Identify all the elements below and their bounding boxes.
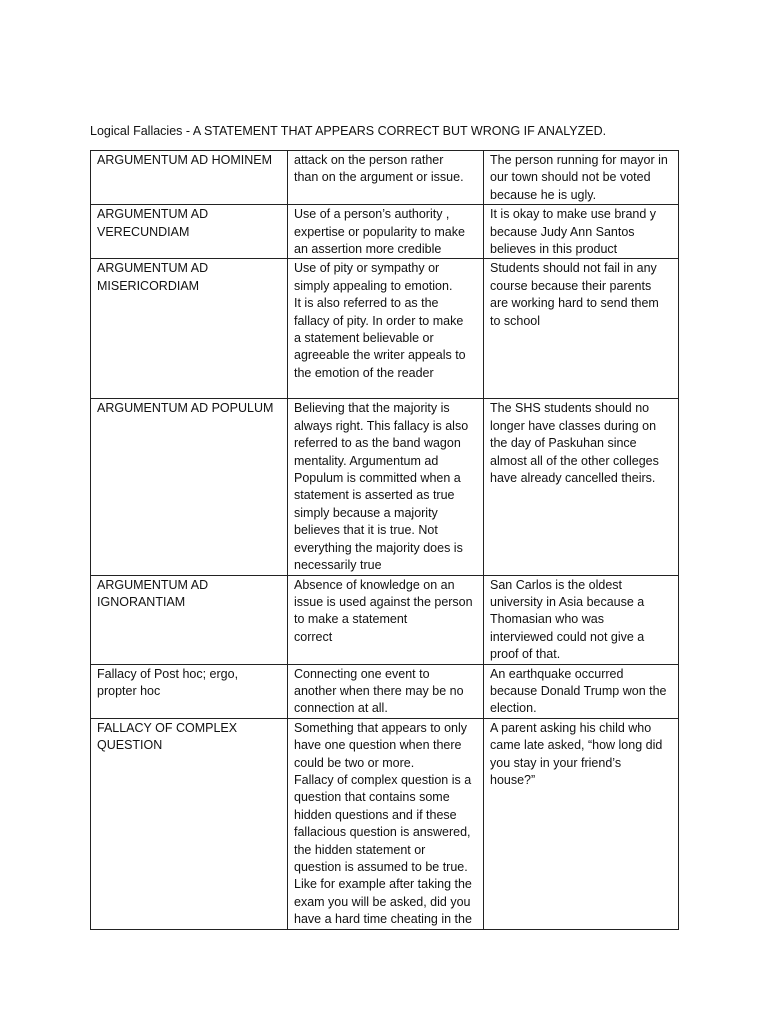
table-row	[91, 151, 679, 205]
fallacy-definition-cell	[288, 259, 484, 399]
fallacy-name: Fallacy of Post hoc; ergo, propter hoc	[97, 666, 239, 698]
fallacy-example: It is okay to make use brand y because Judy Ann Santos believes in this product	[490, 207, 657, 257]
table-row	[91, 575, 679, 664]
fallacy-definition-cell	[288, 205, 484, 259]
fallacy-example-cell	[484, 259, 679, 399]
fallacy-example: San Carlos is the oldest university in Asia because a Thomasian who was interviewed could not give a proof of that.	[490, 577, 645, 662]
fallacy-name-cell	[91, 575, 288, 664]
table-row	[91, 718, 679, 929]
fallacy-definition: Connecting one event to another when there may be no connection at all.	[294, 666, 464, 716]
table-row	[91, 399, 679, 575]
fallacy-example-cell	[484, 718, 679, 929]
fallacy-definition: attack on the person rather than on the argument or issue.	[294, 153, 464, 185]
fallacy-name: ARGUMENTUM AD IGNORANTIAM	[97, 577, 209, 609]
fallacy-definition: Absence of knowledge on an issue is used against the person to make a statement correct	[294, 577, 473, 644]
fallacy-example: The SHS students should no longer have classes during on the day of Paskuhan since almost all of the other colleges have already cancelled theirs.	[490, 401, 659, 486]
fallacy-example-cell	[484, 575, 679, 664]
fallacy-name-cell	[91, 718, 288, 929]
table-row	[91, 205, 679, 259]
fallacy-example: A parent asking his child who came late asked, “how long did you stay in your friend’s house?”	[490, 720, 663, 787]
fallacy-example: The person running for mayor in our town should not be voted because he is ugly.	[490, 153, 668, 202]
fallacies-table	[90, 150, 679, 930]
fallacy-name: ARGUMENTUM AD POPULUM	[97, 401, 274, 416]
fallacy-name-cell	[91, 205, 288, 259]
fallacy-name: ARGUMENTUM AD MISERICORDIAM	[97, 261, 209, 293]
fallacy-definition-cell	[288, 399, 484, 575]
fallacy-definition: Something that appears to only have one question when there could be two or more. Fallacy of complex question is a question that contains some hidden questions and if these fallacious question is answered, the hidden statement or question is assumed to be true. Like for example after taking the exam you will be asked, did you have a hard time cheating in the	[294, 720, 472, 927]
document-heading: Logical Fallacies - A STATEMENT THAT APPEARS CORRECT BUT WRONG IF ANALYZED.	[90, 124, 607, 138]
fallacy-definition: Use of a person’s authority , expertise or popularity to make an assertion more credible	[294, 207, 465, 257]
fallacy-definition: Use of pity or sympathy or simply appealing to emotion. It is also referred to as the fallacy of pity. In order to make a statement believable or agreeable the writer appeals to the emotion of the reader	[294, 261, 466, 380]
fallacy-name-cell	[91, 399, 288, 575]
fallacy-definition: Believing that the majority is always right. This fallacy is also referred to as the band wagon mentality. Argumentum ad Populum is committed when a statement is asserted as true simply because a majority believes that it is true. Not everything the majority does is necessarily true	[294, 401, 469, 573]
fallacy-definition-cell	[288, 664, 484, 718]
fallacy-definition-cell	[288, 575, 484, 664]
fallacy-example-cell	[484, 664, 679, 718]
fallacy-example: Students should not fail in any course because their parents are working hard to send them to school	[490, 261, 659, 328]
table-row	[91, 259, 679, 399]
fallacy-example: An earthquake occurred because Donald Trump won the election.	[490, 666, 667, 716]
fallacy-definition-cell	[288, 718, 484, 929]
table-row	[91, 664, 679, 718]
fallacy-name-cell	[91, 151, 288, 205]
fallacy-definition-cell	[288, 151, 484, 205]
fallacy-name: ARGUMENTUM AD VERECUNDIAM	[97, 207, 209, 239]
fallacy-example-cell	[484, 151, 679, 205]
fallacy-name: ARGUMENTUM AD HOMINEM	[97, 153, 272, 167]
fallacy-example-cell	[484, 205, 679, 259]
fallacy-example-cell	[484, 399, 679, 575]
fallacy-name-cell	[91, 259, 288, 399]
fallacy-name: FALLACY OF COMPLEX QUESTION	[97, 720, 238, 753]
fallacy-name-cell	[91, 664, 288, 718]
